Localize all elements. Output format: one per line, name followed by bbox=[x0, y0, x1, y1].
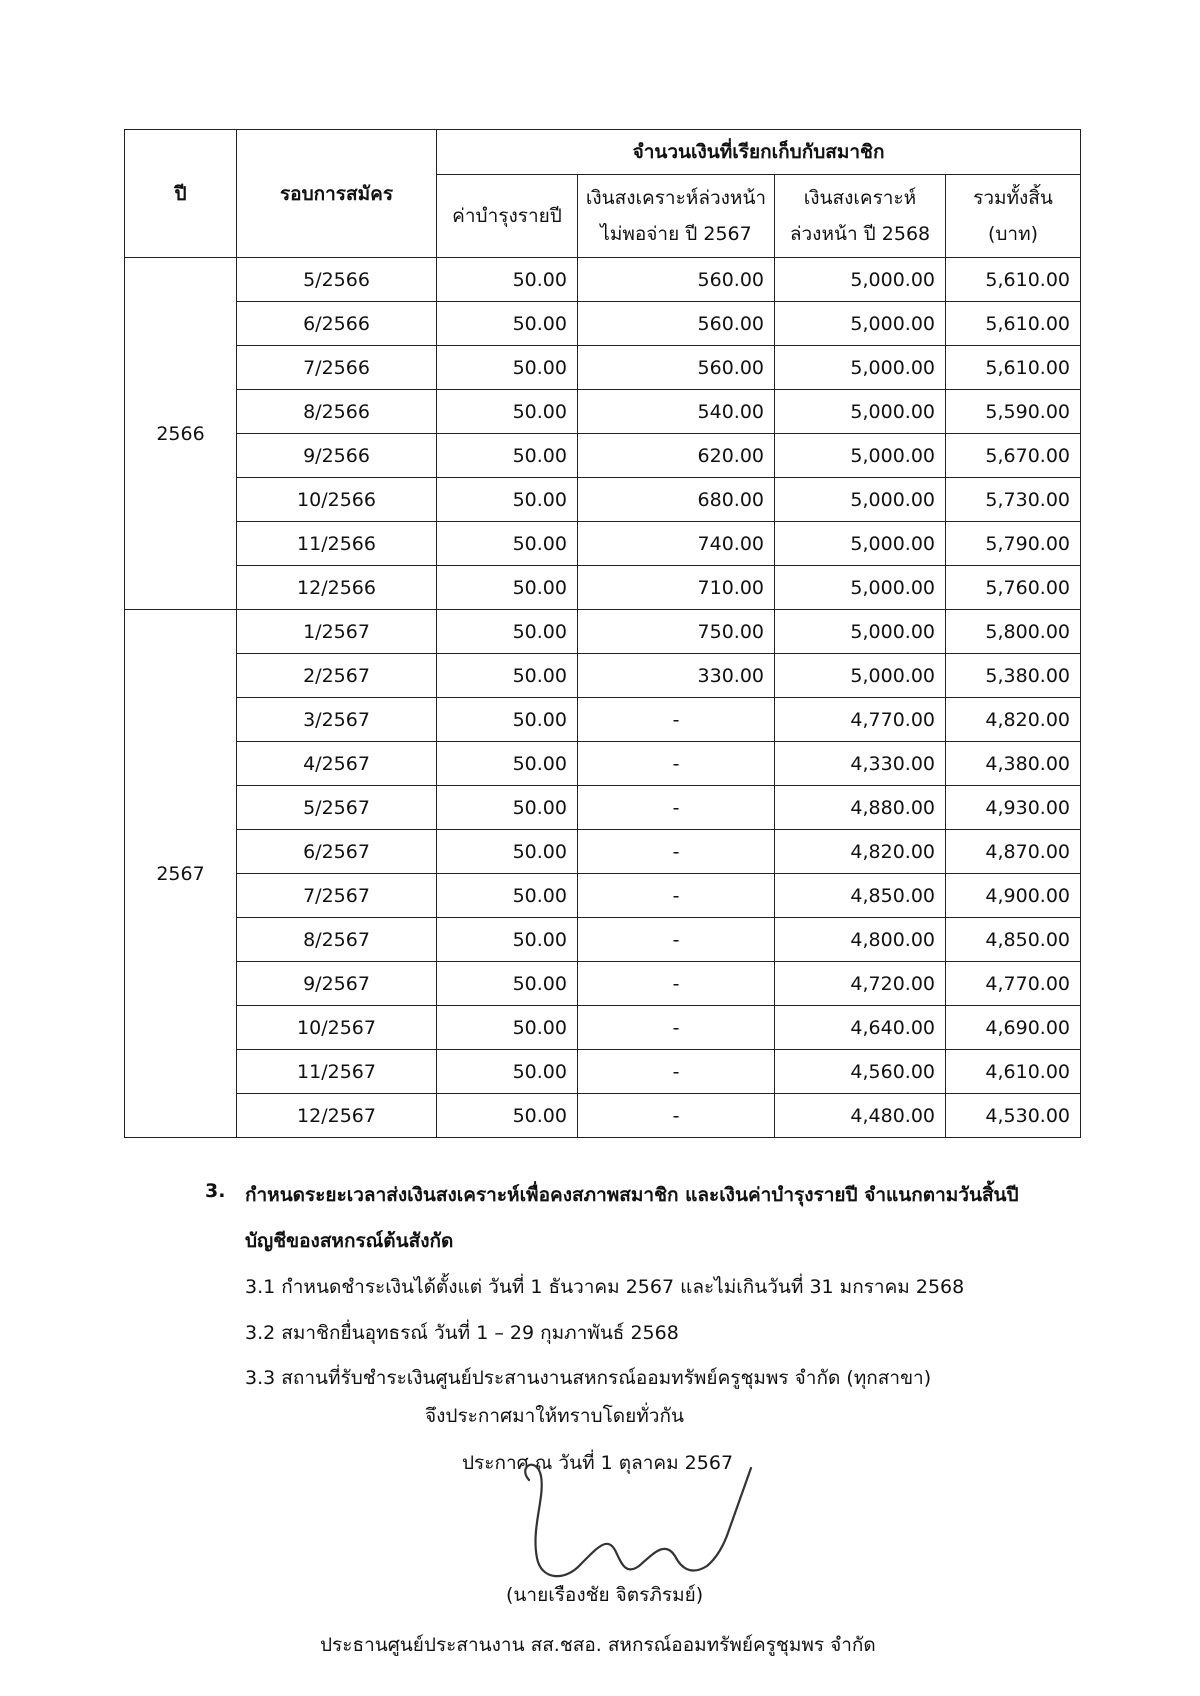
total-cell: 5,790.00 bbox=[946, 522, 1081, 566]
annual-fee-cell: 50.00 bbox=[437, 1050, 578, 1094]
annual-fee-cell: 50.00 bbox=[437, 1094, 578, 1138]
annual-fee-cell: 50.00 bbox=[437, 566, 578, 610]
table-row bbox=[125, 258, 1081, 302]
signature-image bbox=[515, 1458, 765, 1588]
advance-cell: 5,000.00 bbox=[775, 258, 946, 302]
shortfall-cell: 560.00 bbox=[578, 346, 775, 390]
total-cell: 4,690.00 bbox=[946, 1006, 1081, 1050]
shortfall-cell: 740.00 bbox=[578, 522, 775, 566]
shortfall-cell: 750.00 bbox=[578, 610, 775, 654]
header-year: ปี bbox=[125, 130, 237, 258]
announcement-date: ประกาศ ณ วันที่ 1 ตุลาคม 2567 bbox=[462, 1452, 734, 1474]
round-cell: 11/2567 bbox=[237, 1050, 437, 1094]
advance-cell: 5,000.00 bbox=[775, 346, 946, 390]
fee-table-body bbox=[125, 258, 1081, 1138]
shortfall-cell: 680.00 bbox=[578, 478, 775, 522]
shortfall-cell: - bbox=[578, 830, 775, 874]
advance-cell: 5,000.00 bbox=[775, 566, 946, 610]
shortfall-cell: 560.00 bbox=[578, 302, 775, 346]
round-cell: 12/2566 bbox=[237, 566, 437, 610]
round-cell: 8/2567 bbox=[237, 918, 437, 962]
advance-cell: 4,820.00 bbox=[775, 830, 946, 874]
annual-fee-cell: 50.00 bbox=[437, 478, 578, 522]
total-cell: 4,610.00 bbox=[946, 1050, 1081, 1094]
total-cell: 5,610.00 bbox=[946, 258, 1081, 302]
advance-cell: 5,000.00 bbox=[775, 434, 946, 478]
shortfall-cell: - bbox=[578, 786, 775, 830]
round-cell: 3/2567 bbox=[237, 698, 437, 742]
table-row bbox=[125, 610, 1081, 654]
advance-cell: 4,560.00 bbox=[775, 1050, 946, 1094]
header-advance: เงินสงเคราะห์ ล่วงหน้า ปี 2568 bbox=[775, 175, 946, 258]
annual-fee-cell: 50.00 bbox=[437, 874, 578, 918]
annual-fee-cell: 50.00 bbox=[437, 390, 578, 434]
table-row bbox=[125, 390, 1081, 434]
table-row bbox=[125, 742, 1081, 786]
shortfall-cell: - bbox=[578, 742, 775, 786]
annual-fee-cell: 50.00 bbox=[437, 654, 578, 698]
annual-fee-cell: 50.00 bbox=[437, 918, 578, 962]
table-row bbox=[125, 786, 1081, 830]
table-row bbox=[125, 1094, 1081, 1138]
table-row bbox=[125, 522, 1081, 566]
advance-cell: 4,480.00 bbox=[775, 1094, 946, 1138]
table-row bbox=[125, 302, 1081, 346]
round-cell: 8/2566 bbox=[237, 390, 437, 434]
advance-cell: 5,000.00 bbox=[775, 390, 946, 434]
annual-fee-cell: 50.00 bbox=[437, 830, 578, 874]
table-row bbox=[125, 1050, 1081, 1094]
advance-cell: 4,880.00 bbox=[775, 786, 946, 830]
advance-cell: 5,000.00 bbox=[775, 302, 946, 346]
advance-cell: 4,330.00 bbox=[775, 742, 946, 786]
section-item-appeal: 3.2 สมาชิกยื่นอุทธรณ์ วันที่ 1 – 29 กุมภาพันธ์ 2568 bbox=[245, 1322, 679, 1344]
shortfall-cell: - bbox=[578, 1050, 775, 1094]
table-row bbox=[125, 566, 1081, 610]
round-cell: 4/2567 bbox=[237, 742, 437, 786]
total-cell: 4,820.00 bbox=[946, 698, 1081, 742]
advance-cell: 4,720.00 bbox=[775, 962, 946, 1006]
total-cell: 5,730.00 bbox=[946, 478, 1081, 522]
header-annual-fee: ค่าบำรุงรายปี bbox=[437, 175, 578, 258]
table-row bbox=[125, 918, 1081, 962]
round-cell: 5/2567 bbox=[237, 786, 437, 830]
annual-fee-cell: 50.00 bbox=[437, 962, 578, 1006]
total-cell: 5,590.00 bbox=[946, 390, 1081, 434]
annual-fee-cell: 50.00 bbox=[437, 698, 578, 742]
table-row bbox=[125, 346, 1081, 390]
advance-cell: 5,000.00 bbox=[775, 522, 946, 566]
round-cell: 5/2566 bbox=[237, 258, 437, 302]
section-number: 3. bbox=[205, 1180, 226, 1202]
shortfall-cell: 560.00 bbox=[578, 258, 775, 302]
year-cell: 2566 bbox=[125, 258, 237, 610]
total-cell: 5,800.00 bbox=[946, 610, 1081, 654]
advance-cell: 5,000.00 bbox=[775, 478, 946, 522]
total-cell: 4,770.00 bbox=[946, 962, 1081, 1006]
round-cell: 7/2566 bbox=[237, 346, 437, 390]
shortfall-cell: - bbox=[578, 698, 775, 742]
round-cell: 7/2567 bbox=[237, 874, 437, 918]
fee-table bbox=[124, 129, 1081, 1138]
table-row bbox=[125, 1006, 1081, 1050]
shortfall-cell: 540.00 bbox=[578, 390, 775, 434]
total-cell: 4,850.00 bbox=[946, 918, 1081, 962]
total-cell: 5,760.00 bbox=[946, 566, 1081, 610]
annual-fee-cell: 50.00 bbox=[437, 258, 578, 302]
year-cell: 2567 bbox=[125, 610, 237, 1138]
annual-fee-cell: 50.00 bbox=[437, 302, 578, 346]
table-row bbox=[125, 962, 1081, 1006]
annual-fee-cell: 50.00 bbox=[437, 1006, 578, 1050]
header-shortfall: เงินสงเคราะห์ล่วงหน้า ไม่พอจ่าย ปี 2567 bbox=[578, 175, 775, 258]
shortfall-cell: 710.00 bbox=[578, 566, 775, 610]
total-cell: 5,380.00 bbox=[946, 654, 1081, 698]
section-title-line1: กำหนดระยะเวลาส่งเงินสงเคราะห์เพื่อคงสภาพสมาชิก และเงินค่าบำรุงรายปี จำแนกตามวันสิ้นปี bbox=[245, 1184, 1019, 1206]
section-item-payment-place: 3.3 สถานที่รับชำระเงินศูนย์ประสานงานสหกรณ์ออมทรัพย์ครูชุมพร จำกัด (ทุกสาขา) bbox=[245, 1367, 932, 1389]
shortfall-cell: - bbox=[578, 918, 775, 962]
header-round: รอบการสมัคร bbox=[237, 130, 437, 258]
closing-notice: จึงประกาศมาให้ทราบโดยทั่วกัน bbox=[425, 1405, 684, 1427]
total-cell: 5,610.00 bbox=[946, 346, 1081, 390]
shortfall-cell: - bbox=[578, 874, 775, 918]
round-cell: 6/2566 bbox=[237, 302, 437, 346]
total-cell: 5,670.00 bbox=[946, 434, 1081, 478]
table-row bbox=[125, 830, 1081, 874]
total-cell: 4,380.00 bbox=[946, 742, 1081, 786]
round-cell: 6/2567 bbox=[237, 830, 437, 874]
annual-fee-cell: 50.00 bbox=[437, 522, 578, 566]
advance-cell: 4,640.00 bbox=[775, 1006, 946, 1050]
section-title-line2: บัญชีของสหกรณ์ต้นสังกัด bbox=[245, 1230, 454, 1252]
round-cell: 10/2567 bbox=[237, 1006, 437, 1050]
total-cell: 5,610.00 bbox=[946, 302, 1081, 346]
round-cell: 2/2567 bbox=[237, 654, 437, 698]
advance-cell: 5,000.00 bbox=[775, 654, 946, 698]
annual-fee-cell: 50.00 bbox=[437, 786, 578, 830]
advance-cell: 4,850.00 bbox=[775, 874, 946, 918]
annual-fee-cell: 50.00 bbox=[437, 742, 578, 786]
advance-cell: 5,000.00 bbox=[775, 610, 946, 654]
header-amount-group: จำนวนเงินที่เรียกเก็บกับสมาชิก bbox=[437, 130, 1081, 175]
header-total: รวมทั้งสิ้น (บาท) bbox=[946, 175, 1081, 258]
round-cell: 1/2567 bbox=[237, 610, 437, 654]
annual-fee-cell: 50.00 bbox=[437, 610, 578, 654]
table-row bbox=[125, 434, 1081, 478]
signer-title: ประธานศูนย์ประสานงาน สส.ชสอ. สหกรณ์ออมทรัพย์ครูชุมพร จำกัด bbox=[320, 1634, 876, 1656]
annual-fee-cell: 50.00 bbox=[437, 434, 578, 478]
advance-cell: 4,800.00 bbox=[775, 918, 946, 962]
shortfall-cell: 330.00 bbox=[578, 654, 775, 698]
shortfall-cell: 620.00 bbox=[578, 434, 775, 478]
shortfall-cell: - bbox=[578, 1006, 775, 1050]
round-cell: 10/2566 bbox=[237, 478, 437, 522]
total-cell: 4,870.00 bbox=[946, 830, 1081, 874]
table-row bbox=[125, 874, 1081, 918]
round-cell: 12/2567 bbox=[237, 1094, 437, 1138]
signer-name: (นายเรืองชัย จิตรภิรมย์) bbox=[506, 1584, 704, 1606]
round-cell: 11/2566 bbox=[237, 522, 437, 566]
section-item-payment-period: 3.1 กำหนดชำระเงินได้ตั้งแต่ วันที่ 1 ธันวาคม 2567 และไม่เกินวันที่ 31 มกราคม 2568 bbox=[245, 1276, 965, 1298]
round-cell: 9/2566 bbox=[237, 434, 437, 478]
total-cell: 4,900.00 bbox=[946, 874, 1081, 918]
table-row bbox=[125, 654, 1081, 698]
round-cell: 9/2567 bbox=[237, 962, 437, 1006]
annual-fee-cell: 50.00 bbox=[437, 346, 578, 390]
shortfall-cell: - bbox=[578, 1094, 775, 1138]
advance-cell: 4,770.00 bbox=[775, 698, 946, 742]
table-row bbox=[125, 478, 1081, 522]
table-row bbox=[125, 698, 1081, 742]
shortfall-cell: - bbox=[578, 962, 775, 1006]
total-cell: 4,930.00 bbox=[946, 786, 1081, 830]
total-cell: 4,530.00 bbox=[946, 1094, 1081, 1138]
